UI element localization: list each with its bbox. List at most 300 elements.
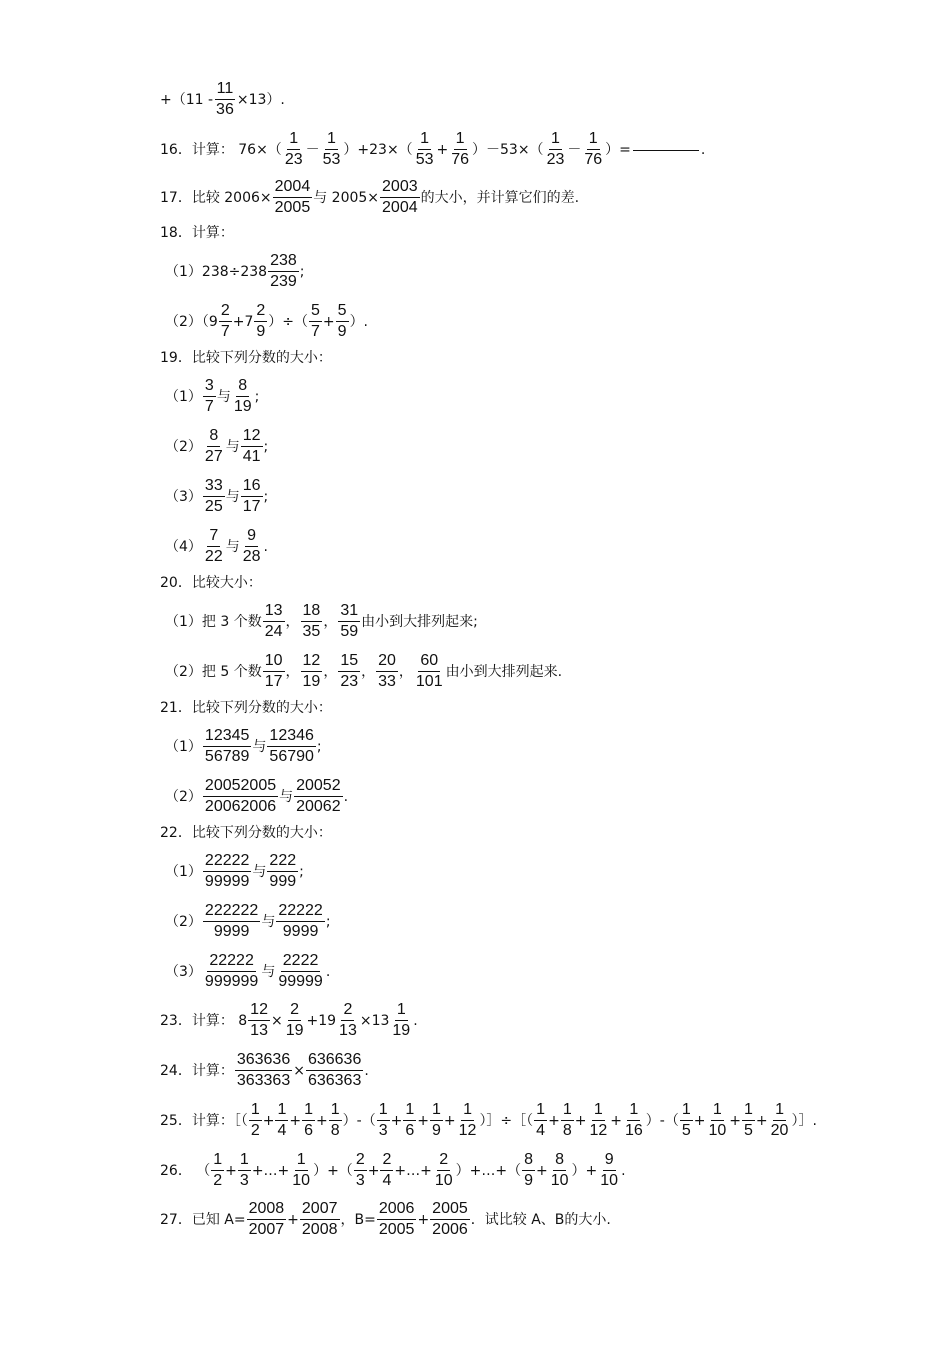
fraction-numerator: 33	[203, 477, 225, 497]
fraction-numerator: 2	[219, 302, 232, 322]
fraction-denominator: 4	[536, 1122, 546, 1139]
fraction	[380, 178, 420, 217]
text-segment: －	[567, 141, 582, 158]
text-segment: 与	[261, 963, 276, 980]
fraction	[534, 1101, 547, 1140]
fraction-numerator: 1	[549, 130, 562, 150]
text-segment: ;	[299, 263, 305, 280]
fraction-numerator: 1	[680, 1101, 693, 1121]
fraction-denominator: 239	[270, 273, 297, 290]
fraction	[403, 1101, 416, 1140]
fraction-numerator: 1	[329, 1101, 342, 1121]
fraction	[302, 1101, 315, 1140]
text-segment: （4）	[165, 538, 202, 555]
fraction	[203, 852, 252, 891]
fraction-numerator: 2008	[247, 1200, 287, 1220]
fraction	[263, 602, 285, 641]
fraction-numerator: 1	[238, 1151, 251, 1171]
text-segment: （1）	[165, 863, 202, 880]
fraction	[338, 602, 360, 641]
fraction-denominator: 35	[302, 623, 321, 640]
problem-line	[165, 952, 330, 991]
fraction-denominator: 13	[339, 1022, 357, 1039]
fraction	[414, 652, 445, 691]
fraction-denominator: 23	[546, 151, 565, 168]
fraction-numerator: 238	[268, 252, 299, 272]
fraction-numerator: 2	[354, 1151, 367, 1171]
fraction-denominator: 41	[242, 448, 261, 465]
fraction-numerator: 20052005	[203, 777, 278, 797]
text-segment: ．试比较 A、B的大小.	[470, 1211, 611, 1228]
fraction-numerator: 5	[309, 302, 322, 322]
fraction-numerator: 12	[248, 1001, 270, 1021]
fraction-numerator: 1	[742, 1101, 755, 1121]
text-segment: ，	[285, 613, 300, 630]
fraction-denominator: 13	[250, 1022, 268, 1039]
fraction-numerator: 60	[418, 652, 440, 672]
text-segment: ，B=	[340, 1211, 376, 1228]
text-segment: （1）	[165, 388, 202, 405]
fraction-numerator: 8	[207, 427, 220, 447]
fraction-denominator: 9	[524, 1172, 533, 1189]
fraction	[300, 1200, 340, 1239]
fraction-numerator: 2004	[273, 178, 313, 198]
fraction	[354, 1151, 367, 1190]
fraction	[598, 1151, 620, 1190]
fraction-denominator: 27	[204, 448, 223, 465]
fraction-denominator: 53	[322, 151, 341, 168]
fraction	[203, 952, 260, 991]
fraction	[232, 377, 254, 416]
fraction	[414, 130, 436, 169]
fraction	[203, 377, 216, 416]
fraction-numerator: 1	[454, 130, 467, 150]
text-segment: （3）	[165, 963, 202, 980]
problem-line	[165, 427, 268, 466]
fraction-denominator: 20062006	[204, 798, 277, 815]
text-segment: －	[305, 141, 320, 158]
fraction-numerator: 7	[207, 527, 220, 547]
fraction-numerator: 1	[403, 1101, 416, 1121]
text-segment: .	[621, 1162, 626, 1179]
text-segment: ，	[398, 663, 413, 680]
fraction-numerator: 1	[377, 1101, 390, 1121]
fraction	[254, 302, 267, 341]
fraction	[457, 1101, 479, 1140]
text-segment: .	[263, 538, 268, 555]
fraction	[623, 1101, 645, 1140]
text-segment: （1）把 3 个数	[165, 613, 262, 630]
fraction-denominator: 9	[337, 323, 347, 340]
fraction	[587, 1101, 609, 1140]
fraction-denominator: 10	[600, 1172, 619, 1189]
fraction-numerator: 16	[241, 477, 263, 497]
fraction-denominator: 999	[269, 873, 297, 890]
text-segment: 24．计算：	[160, 1062, 234, 1079]
text-segment: +…+	[394, 1162, 432, 1179]
fraction-numerator: 18	[301, 602, 323, 622]
fraction-denominator: 76	[451, 151, 470, 168]
text-segment: +	[417, 1112, 429, 1129]
fraction-numerator: 3	[203, 377, 216, 397]
fraction	[267, 852, 298, 891]
fraction-denominator: 7	[311, 323, 320, 340]
text-segment: ，	[323, 663, 338, 680]
fraction-numerator: 1	[561, 1101, 574, 1121]
fraction-denominator: 22	[204, 548, 223, 565]
fraction-numerator: 9	[245, 527, 258, 547]
fraction	[214, 80, 236, 119]
text-segment: ;	[263, 438, 269, 455]
text-segment: （3）	[165, 488, 202, 505]
fraction	[377, 1200, 417, 1239]
fraction	[276, 952, 325, 991]
fraction	[238, 1151, 251, 1190]
problem-line	[160, 178, 579, 217]
text-segment: +19	[306, 1012, 337, 1029]
text-segment: ，	[323, 613, 338, 630]
fraction-numerator: 636636	[306, 1051, 363, 1071]
fraction	[263, 652, 285, 691]
fraction	[249, 1101, 262, 1140]
problem-line	[165, 902, 331, 941]
fraction-numerator: 2003	[380, 178, 420, 198]
fraction-numerator: 2	[341, 1001, 354, 1021]
fraction	[321, 130, 343, 169]
fraction-numerator: 12345	[203, 727, 252, 747]
text-segment: +	[693, 1112, 706, 1129]
fraction-numerator: 2	[437, 1151, 450, 1171]
fraction-denominator: 20	[770, 1122, 789, 1139]
text-segment: .	[413, 1012, 418, 1029]
fraction-numerator: 1	[211, 1151, 224, 1171]
text-segment: ）］.	[791, 1112, 817, 1129]
fraction-numerator: 1	[534, 1101, 547, 1121]
fraction-denominator: 24	[264, 623, 283, 640]
text-segment: 的大小，并计算它们的差.	[420, 189, 580, 206]
text-segment: ）=	[605, 141, 631, 158]
text-segment: +	[548, 1112, 560, 1129]
fraction-denominator: 6	[405, 1122, 415, 1139]
fraction-numerator: 22222	[207, 952, 256, 972]
problem-line	[165, 652, 562, 691]
fraction	[203, 777, 278, 816]
fraction-denominator: 5	[744, 1122, 753, 1139]
fraction	[336, 302, 349, 341]
problem-line	[165, 302, 368, 341]
fraction-denominator: 76	[584, 151, 603, 168]
text-segment: ;	[263, 488, 269, 505]
text-segment: ）］÷［（	[479, 1112, 534, 1129]
text-segment: .	[343, 788, 349, 805]
fraction-denominator: 2008	[301, 1221, 338, 1238]
text-segment: +	[262, 1112, 275, 1129]
fraction	[680, 1101, 693, 1140]
fraction	[275, 1101, 288, 1140]
fraction	[268, 252, 299, 291]
answer-blank	[633, 149, 699, 151]
fraction-denominator: 28	[242, 548, 261, 565]
fraction-numerator: 1	[627, 1101, 640, 1121]
fraction-numerator: 8	[553, 1151, 566, 1171]
fraction-numerator: 10	[263, 652, 285, 672]
fraction-denominator: 2	[250, 1122, 260, 1139]
fraction-numerator: 1	[325, 130, 338, 150]
text-segment: +	[225, 1162, 237, 1179]
fraction	[203, 527, 225, 566]
fraction-numerator: 31	[338, 602, 360, 622]
fraction-numerator: 2	[288, 1001, 301, 1021]
text-segment: 21．比较下列分数的大小：	[160, 700, 332, 716]
fraction-numerator: 12	[301, 652, 323, 672]
fraction-denominator: 23	[284, 151, 303, 168]
text-segment: ）+（	[313, 1162, 353, 1179]
fraction	[241, 477, 263, 516]
fraction	[742, 1101, 755, 1140]
text-segment: （1）	[165, 738, 202, 755]
problem-line	[165, 527, 268, 566]
text-segment: ）+23×（	[343, 141, 413, 158]
fraction-numerator: 1	[275, 1101, 288, 1121]
fraction-numerator: 2005	[430, 1200, 470, 1220]
fraction-numerator: 8	[522, 1151, 535, 1171]
fraction	[306, 1051, 363, 1090]
text-segment: （2）把 5 个数	[165, 663, 262, 680]
fraction-denominator: 363363	[236, 1072, 291, 1089]
text-segment: +	[322, 313, 335, 330]
fraction-denominator: 3	[378, 1122, 388, 1139]
fraction-denominator: 10	[708, 1122, 727, 1139]
text-segment: +…+	[251, 1162, 290, 1179]
text-segment: ，	[361, 663, 376, 680]
text-segment: ）.	[349, 313, 369, 330]
text-segment: ;	[325, 913, 331, 930]
fraction-denominator: 999999	[204, 973, 259, 990]
text-segment: +	[390, 1112, 403, 1129]
fraction-denominator: 7	[220, 323, 230, 340]
text-segment: +	[316, 1112, 328, 1129]
text-segment: ）+	[571, 1162, 598, 1179]
fraction-numerator: 12346	[267, 727, 316, 747]
fraction-denominator: 4	[277, 1122, 287, 1139]
fraction-denominator: 59	[340, 623, 359, 640]
fraction	[329, 1101, 342, 1140]
text-segment: 23．计算： 8	[160, 1012, 248, 1029]
text-segment: 18．计算：	[160, 225, 234, 241]
text-segment: +	[367, 1162, 380, 1179]
text-segment: 27．已知 A=	[160, 1211, 246, 1228]
text-segment: ×	[270, 1012, 283, 1029]
fraction	[301, 652, 323, 691]
text-segment: ）+…+（	[455, 1162, 522, 1179]
fraction-denominator: 16	[624, 1122, 643, 1139]
text-segment: +（11 -	[160, 91, 214, 108]
fraction-numerator: 20	[376, 652, 398, 672]
problem-line	[160, 130, 705, 169]
text-segment: 由小到大排列起来;	[361, 613, 478, 630]
text-segment: ×13	[359, 1012, 390, 1029]
fraction	[203, 902, 260, 941]
problem-line	[160, 826, 332, 840]
fraction	[203, 477, 225, 516]
fraction-denominator: 10	[434, 1172, 453, 1189]
fraction	[267, 727, 316, 766]
fraction	[380, 1151, 393, 1190]
fraction	[235, 1051, 292, 1090]
fraction-numerator: 2	[254, 302, 267, 322]
fraction-denominator: 636363	[307, 1072, 362, 1089]
fraction-denominator: 8	[562, 1122, 572, 1139]
text-segment: （2）	[165, 788, 202, 805]
problem-line	[165, 727, 322, 766]
text-segment: 19．比较下列分数的大小：	[160, 350, 332, 366]
fraction	[247, 1200, 287, 1239]
fraction-denominator: 12	[458, 1122, 477, 1139]
text-segment: ）-（	[342, 1112, 376, 1129]
fraction-denominator: 17	[242, 498, 261, 515]
fraction-denominator: 56790	[269, 748, 314, 765]
text-segment: 与	[216, 388, 231, 405]
fraction-numerator: 11	[215, 80, 236, 100]
fraction-numerator: 1	[711, 1101, 724, 1121]
problem-line	[160, 226, 234, 240]
text-segment: 17．比较 2006×	[160, 189, 272, 206]
fraction-numerator: 2222	[281, 952, 321, 972]
fraction	[241, 527, 263, 566]
fraction-numerator: 222222	[203, 902, 260, 922]
fraction-numerator: 1	[430, 1101, 443, 1121]
text-segment: ）－53×（	[472, 141, 544, 158]
fraction-numerator: 1	[287, 130, 300, 150]
text-segment: 与 2005×	[313, 189, 380, 206]
problem-line	[160, 1151, 626, 1190]
fraction-numerator: 222	[267, 852, 298, 872]
fraction-denominator: 6	[304, 1122, 314, 1139]
text-segment: +	[574, 1112, 587, 1129]
text-segment: ，	[285, 663, 300, 680]
fraction-denominator: 19	[392, 1022, 411, 1039]
fraction-denominator: 25	[204, 498, 223, 515]
fraction-denominator: 3	[239, 1172, 249, 1189]
fraction-denominator: 3	[355, 1172, 365, 1189]
text-segment: 20．比较大小：	[160, 575, 262, 591]
problem-line	[160, 1101, 817, 1140]
fraction	[203, 427, 225, 466]
text-segment: （2）	[165, 913, 202, 930]
fraction-numerator: 1	[587, 130, 600, 150]
text-segment: ）-（	[645, 1112, 679, 1129]
fraction-numerator: 1	[302, 1101, 315, 1121]
fraction-denominator: 2	[213, 1172, 223, 1189]
text-segment: +	[287, 1211, 299, 1228]
problem-line	[165, 477, 268, 516]
text-segment: 16．计算： 76×（	[160, 141, 282, 158]
fraction-denominator: 5	[681, 1122, 691, 1139]
fraction	[301, 602, 323, 641]
fraction-denominator: 19	[233, 398, 252, 415]
problem-line	[165, 252, 305, 291]
fraction-denominator: 12	[589, 1122, 608, 1139]
fraction	[337, 1001, 359, 1040]
fraction	[376, 652, 398, 691]
fraction-numerator: 8	[236, 377, 249, 397]
fraction	[219, 302, 232, 341]
problem-line	[160, 1001, 418, 1040]
fraction-denominator: 9999	[213, 923, 250, 940]
text-segment: （2）（9	[165, 313, 218, 330]
fraction	[545, 130, 567, 169]
text-segment: ;	[254, 388, 260, 405]
fraction-numerator: 12	[241, 427, 263, 447]
text-segment: ;	[299, 863, 304, 880]
fraction	[241, 427, 263, 466]
fraction-denominator: 101	[415, 673, 443, 690]
text-segment: 与	[252, 863, 267, 880]
fraction-numerator: 15	[338, 652, 360, 672]
fraction-denominator: 9999	[282, 923, 319, 940]
fraction-denominator: 9	[432, 1122, 441, 1139]
fraction-denominator: 33	[378, 673, 396, 690]
problem-line	[160, 1200, 611, 1239]
fraction-numerator: 2	[380, 1151, 393, 1171]
fraction-denominator: 99999	[204, 873, 250, 890]
problem-line	[160, 701, 332, 715]
text-segment: +	[417, 1211, 430, 1228]
text-segment: 与	[261, 913, 276, 930]
fraction	[582, 130, 604, 169]
fraction-denominator: 9	[256, 323, 266, 340]
fraction-denominator: 2005	[378, 1221, 415, 1238]
fraction	[338, 652, 360, 691]
fraction	[294, 777, 343, 816]
text-segment: 与	[252, 738, 267, 755]
fraction-denominator: 56789	[204, 748, 250, 765]
text-segment: 22．比较下列分数的大小：	[160, 825, 332, 841]
fraction	[430, 1101, 443, 1140]
fraction	[211, 1151, 224, 1190]
problem-line	[165, 852, 304, 891]
text-segment: +7	[232, 313, 254, 330]
text-segment: +	[729, 1112, 742, 1129]
fraction-denominator: 36	[216, 101, 234, 118]
fraction-numerator: 20052	[294, 777, 343, 797]
text-segment: 与	[279, 788, 294, 805]
text-segment: .	[700, 141, 706, 158]
problem-line	[160, 576, 262, 590]
problem-line	[165, 602, 478, 641]
text-segment: 由小到大排列起来.	[445, 663, 563, 680]
fraction	[273, 178, 313, 217]
text-segment: 与	[225, 488, 240, 505]
fraction-denominator: 8	[330, 1122, 340, 1139]
text-segment: +	[536, 1162, 548, 1179]
text-segment: +	[755, 1112, 768, 1129]
text-segment: （1）238÷238	[165, 263, 268, 280]
fraction-denominator: 19	[285, 1022, 304, 1039]
text-segment: ×	[293, 1062, 305, 1079]
fraction-denominator: 2007	[248, 1221, 285, 1238]
fraction	[283, 130, 305, 169]
fraction-numerator: 1	[773, 1101, 786, 1121]
fraction-numerator: 1	[461, 1101, 474, 1121]
fraction-denominator: 99999	[278, 973, 323, 990]
fraction-denominator: 19	[302, 673, 321, 690]
fraction	[522, 1151, 535, 1190]
fraction-numerator: 2007	[300, 1200, 340, 1220]
text-segment: +	[436, 141, 449, 158]
fraction-numerator: 1	[249, 1101, 262, 1121]
text-segment: +	[289, 1112, 302, 1129]
